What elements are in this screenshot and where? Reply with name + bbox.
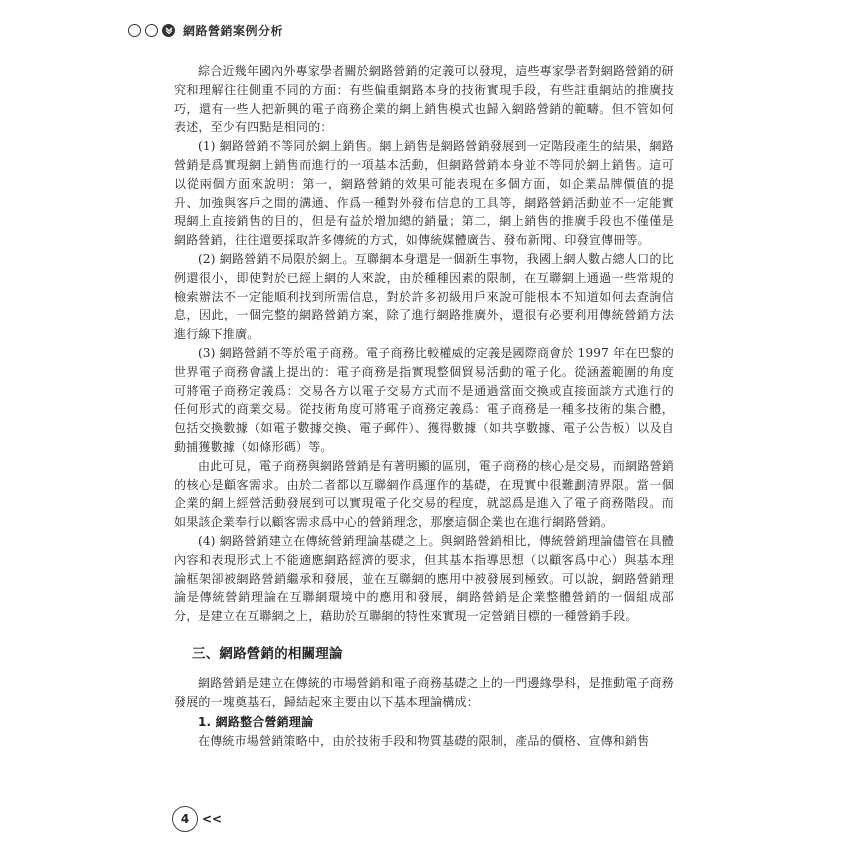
nav-arrows: << (202, 812, 223, 826)
paragraph-point-4: (4) 網路營銷建立在傳統營銷理論基礎之上。與網路營銷相比，傳統營銷理論儘管在具體內容和表現形式上不能適應網路經濟的要求，但其基本指導思想（以顧客爲中心）與基本理論框架卻被網路營銷繼承和發展，並在互聯網的應用中被發展到極致。可以說，網路營銷理論是傳統營銷理論在互聯網環境中的應用和發展，網路營銷是企業整體營銷的一個組成部分，是建立在互聯網之上，藉助於互聯網的特性來實現一定營銷目標的一種營銷手段。 (174, 533, 674, 624)
section-paragraph: 網路營銷是建立在傳統的市場營銷和電子商務基礎之上的一門邊緣學科，是推動電子商務發展的一塊奠基石，歸結起來主要由以下基本理論構成： (174, 675, 674, 709)
outline-circle-icon (128, 24, 141, 37)
outline-circle-icon (145, 24, 158, 37)
paragraph-point-1: (1) 網路營銷不等同於網上銷售。網上銷售是網路營銷發展到一定階段產生的結果，網路營銷是爲實現網上銷售而進行的一項基本活動，但網路營銷本身並不等同於網上銷售。這可以從兩個方面來說明：第一，網路營銷的效果可能表現在多個方面，如企業品牌價值的提升、加強與客戶之間的溝通、作爲一種對外發布信息的工具等，網路營銷活動並不一定能實現網上直接銷售的目的，但是有益於增加總的銷量；第二，網上銷售的推廣手段也不僅僅是網路營銷，往往還要採取許多傳統的方式，如傳統媒體廣告、發布新聞、印發宣傳冊等。 (174, 139, 674, 248)
paragraph-point-3: (3) 網路營銷不等於電子商務。電子商務比較權威的定義是國際商會於 1997 年在巴黎的世界電子商務會議上提出的：電子商務是指實現整個貿易活動的電子化。從涵蓋範圍的角度可將電子商務定義爲：交易各方以電子交易方式而不是通過當面交換或直接面談方式進行的任何形式的商業交易。從技術角度可將電子商務定義爲：電子商務是一種多技術的集合體，包括交換數據（如電子數據交換、電子郵件）、獲得數據（如共享數據、電子公告板）以及自動捕獲數據（如條形碼）等。 (174, 345, 674, 454)
paragraph-conclusion: 由此可見，電子商務與網路營銷是有著明顯的區別，電子商務的核心是交易，而網路營銷的核心是顧客需求。由於二者都以互聯網作爲運作的基礎，在現實中很難劃清界限。當一個企業的網上經營活動發展到可以實現電子化交易的程度，就認爲是進入了電子商務階段。而如果該企業奉行以顧客需求爲中心的營銷理念，那麼這個企業也在進行網路營銷。 (174, 458, 674, 530)
section-heading: 三、網路營銷的相關理論 (192, 645, 343, 662)
filled-circle-arrow-icon (162, 24, 175, 37)
paragraph-point-2: (2) 網路營銷不局限於網上。互聯網本身還是一個新生事物，我國上網人數占總人口的比例還很小，即使對於已經上網的人來說，由於種種因素的限制，在互聯網上通過一些常規的檢索辦法不一定能順利找到所需信息，對於許多初級用戶來說可能根本不知道如何去查詢信息，因此，一個完整的網路營銷方案，除了進行網路推廣外，還很有必要利用傳統營銷方法進行線下推廣。 (174, 251, 674, 342)
subsection-paragraph: 在傳統市場營銷策略中，由於技術手段和物質基礎的限制，產品的價格、宣傳和銷售 (198, 733, 650, 748)
page-footer (172, 806, 222, 832)
page-number: 4 (172, 806, 198, 832)
paragraph-intro: 綜合近幾年國內外專家學者關於網路營銷的定義可以發現，這些專家學者對網路營銷的研究和理解往往側重不同的方面：有些偏重網路本身的技術實現手段，有些註重網站的推廣技巧，還有一些人把新興的電子商務企業的網上銷售模式也歸入網路營銷的範疇。但不管如何表述，至少有四點是相同的： (174, 64, 674, 135)
page-body (174, 62, 674, 750)
subsection-heading: 1. 網路整合營銷理論 (198, 714, 314, 729)
running-header (128, 20, 283, 40)
header-title: 網路營銷案例分析 (183, 23, 284, 38)
